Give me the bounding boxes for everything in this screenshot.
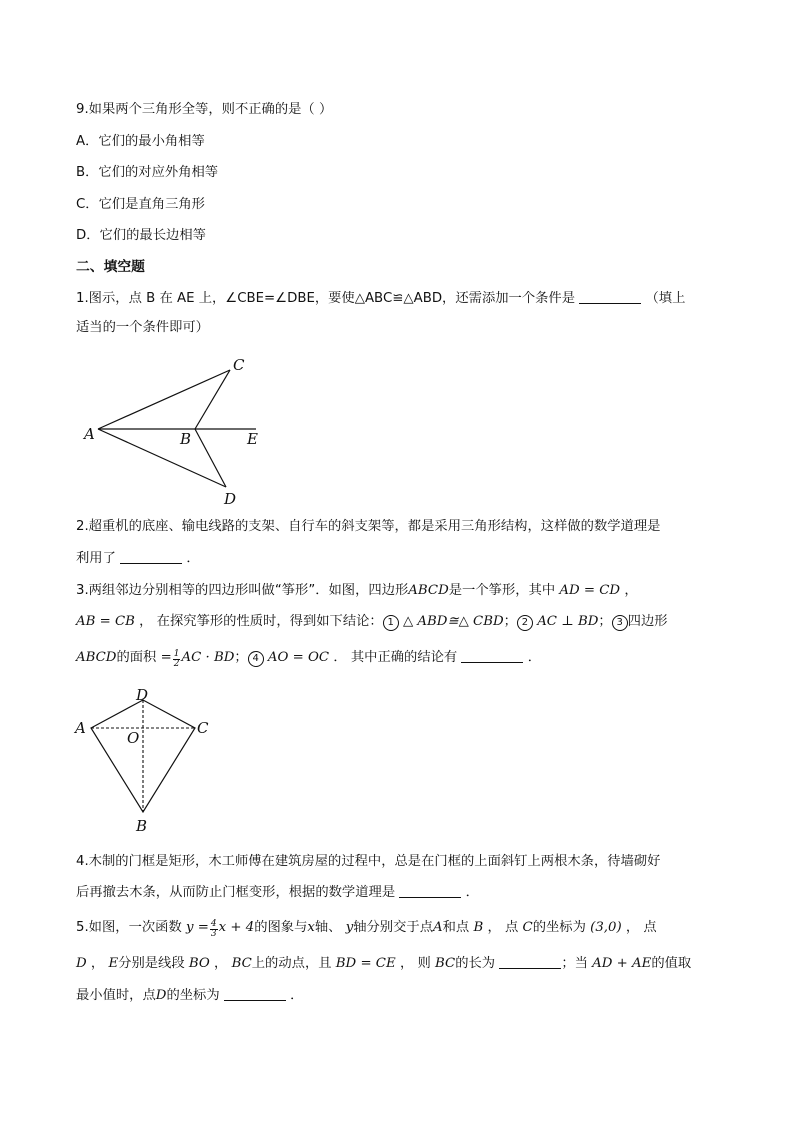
label-b: B bbox=[180, 430, 192, 448]
f3-math-ao-oc: AO = OC bbox=[267, 650, 330, 665]
f5-math-x: x bbox=[307, 920, 315, 935]
f1-answer-blank bbox=[579, 289, 641, 304]
f5-math-bo: BO bbox=[188, 956, 210, 971]
kite-label-a: A bbox=[75, 719, 86, 737]
q9-option-b: B．它们的对应外角相等 bbox=[76, 165, 219, 180]
f5-text-j: 分别是线段 bbox=[118, 956, 185, 971]
segment-bc bbox=[195, 370, 230, 429]
f3-fraction-half bbox=[173, 650, 181, 669]
f5-text-b: 的图象与 bbox=[254, 920, 308, 935]
f3-answer-blank bbox=[461, 648, 523, 663]
f5-text-r: 的坐标为 bbox=[166, 988, 220, 1003]
f5-text-d: 轴分别交于点 bbox=[353, 920, 433, 935]
f5-text-f: ， 点 bbox=[487, 920, 519, 935]
f5-math-y-eq: y = bbox=[186, 920, 209, 935]
f5-text-q: 最小值时，点 bbox=[76, 988, 156, 1003]
kite-label-d: D bbox=[136, 686, 149, 704]
f3-sep-1: ； bbox=[503, 614, 517, 629]
f3-math-perp: AC ⊥ BD bbox=[537, 614, 599, 629]
f3-text-a: 3.两组邻边分别相等的四边形叫做“筝形”．如图，四边形 bbox=[76, 583, 409, 598]
f2-line2 bbox=[76, 549, 724, 569]
label-d: D bbox=[224, 490, 237, 508]
f5-math-d-2: D bbox=[155, 988, 167, 1003]
kite-label-c: C bbox=[197, 719, 209, 737]
f3-frac-num: 1 bbox=[173, 649, 180, 659]
label-e: E bbox=[247, 430, 258, 448]
f3-text-d: ， 在探究筝形的性质时，得到如下结论： bbox=[139, 614, 383, 629]
f5-math-bc: BC bbox=[231, 956, 252, 971]
circled-four: 4 bbox=[248, 651, 264, 667]
f4-tail: ． bbox=[465, 885, 479, 900]
circled-one: 1 bbox=[383, 615, 399, 631]
f5-math-y: y bbox=[345, 920, 354, 935]
f3-math-abcd: ABCD bbox=[408, 583, 449, 598]
f5-line1 bbox=[76, 918, 724, 939]
f5-text-n: 的长为 bbox=[455, 956, 496, 971]
f3-text-b: 是一个筝形，其中 bbox=[448, 583, 556, 598]
f3-sep-2: ； bbox=[598, 614, 612, 629]
f5-text-l: 上的动点，且 bbox=[251, 956, 332, 971]
q9-stem: 9.如果两个三角形全等，则不正确的是（ ） bbox=[76, 102, 333, 117]
f3-math-eq: = bbox=[160, 650, 172, 665]
segment-ac bbox=[98, 370, 230, 429]
f5-math-coord: (3,0) bbox=[590, 920, 622, 935]
f4-text: 后再撤去木条，从而防止门框变形，根据的数学道理是 bbox=[76, 885, 396, 900]
section-title: 二、填空题 bbox=[76, 259, 145, 275]
f5-answer-blank-1 bbox=[499, 954, 561, 969]
f5-answer-blank-2 bbox=[224, 986, 286, 1001]
f5-math-d: D bbox=[76, 956, 87, 971]
f3-text-g: ． 其中正确的结论有 bbox=[333, 650, 458, 665]
q9-option-d: D．它们的最长边相等 bbox=[76, 228, 206, 243]
f4-answer-blank bbox=[399, 883, 461, 898]
label-a: A bbox=[84, 425, 95, 443]
f3-tail: ． bbox=[527, 650, 541, 665]
segment-ad bbox=[98, 429, 226, 487]
kite-label-b: B bbox=[136, 817, 148, 835]
f1-text: 1.图示，点 B 在 AE 上，∠CBE=∠DBE，要使△ABC≌△ABD，还需添加一个条件是 bbox=[76, 291, 576, 306]
kite-label-o: O bbox=[127, 729, 140, 747]
f5-text-c: 轴、 bbox=[314, 920, 342, 935]
f5-math-e: E bbox=[108, 956, 119, 971]
f5-fraction bbox=[210, 920, 218, 939]
label-c: C bbox=[233, 356, 245, 374]
f5-math-x-plus: x + 4 bbox=[218, 920, 255, 935]
f3-sep-3: ； bbox=[234, 650, 248, 665]
f3-math-abcd-2: ABCD bbox=[76, 650, 117, 665]
f3-text-c: ， bbox=[624, 583, 638, 598]
circled-three: 3 bbox=[612, 615, 628, 631]
circled-two: 2 bbox=[517, 615, 533, 631]
f2-answer-blank bbox=[120, 549, 182, 564]
f5-text-g: 的坐标为 bbox=[532, 920, 586, 935]
f5-math-ad-ae: AD + AE bbox=[592, 956, 652, 971]
f3-math-ab-cb: AB = CB bbox=[76, 614, 135, 629]
f1-line1 bbox=[76, 289, 724, 309]
f3-line1 bbox=[76, 581, 724, 601]
f3-math-ad-cd: AD = CD bbox=[559, 583, 621, 598]
f5-line3 bbox=[76, 986, 724, 1006]
f2-tail: ． bbox=[186, 551, 200, 566]
f2-line1: 2.超重机的底座、输电线路的支架、自行车的斜支架等，都是采用三角形结构，这样做的数学道理是 bbox=[76, 519, 661, 534]
f3-line3 bbox=[76, 648, 724, 669]
f5-text-i: ， bbox=[90, 956, 105, 971]
f5-tail: ． bbox=[290, 988, 304, 1003]
q9-option-a: A．它们的最小角相等 bbox=[76, 134, 205, 149]
f3-math-congruent: △ ABD≅△ CBD bbox=[402, 614, 504, 629]
f3-text-f: 的面积 bbox=[116, 650, 157, 665]
f5-math-c: C bbox=[522, 920, 533, 935]
f5-text-a: 5.如图，一次函数 bbox=[76, 920, 182, 935]
f5-text-m: ， 则 bbox=[399, 956, 431, 971]
f5-text-k: ， bbox=[214, 956, 228, 971]
f5-frac-num: 4 bbox=[210, 919, 217, 929]
f5-text-h: ， 点 bbox=[625, 920, 657, 935]
f3-text-e: 四边形 bbox=[627, 614, 668, 629]
f4-line2 bbox=[76, 883, 724, 903]
f5-math-bd-ce: BD = CE bbox=[335, 956, 396, 971]
f5-line2 bbox=[76, 954, 724, 974]
f5-text-o: ；当 bbox=[561, 956, 588, 971]
f3-frac-den: 2 bbox=[173, 659, 180, 669]
f5-text-e: 和点 bbox=[442, 920, 470, 935]
f5-frac-den: 3 bbox=[210, 929, 217, 939]
f5-math-a: A bbox=[433, 920, 443, 935]
f4-line1: 4.木制的门框是矩形，木工师傅在建筑房屋的过程中，总是在门框的上面斜钉上两根木条，待墙砌好 bbox=[76, 854, 661, 869]
f5-text-p: 的值取 bbox=[651, 956, 692, 971]
figure-kite-abcd bbox=[70, 686, 230, 836]
f3-math-ac-bd: AC · BD bbox=[181, 650, 235, 665]
f3-line2 bbox=[76, 612, 724, 632]
f1-tail: （填上 bbox=[645, 291, 686, 306]
f1-line2: 适当的一个条件即可） bbox=[76, 320, 209, 335]
f5-math-b: B bbox=[473, 920, 484, 935]
f2-text: 利用了 bbox=[76, 551, 116, 566]
segment-bd bbox=[195, 429, 226, 487]
f5-math-bc-2: BC bbox=[435, 956, 456, 971]
figure-triangles-abd bbox=[80, 350, 280, 510]
q9-option-c: C．它们是直角三角形 bbox=[76, 197, 205, 212]
